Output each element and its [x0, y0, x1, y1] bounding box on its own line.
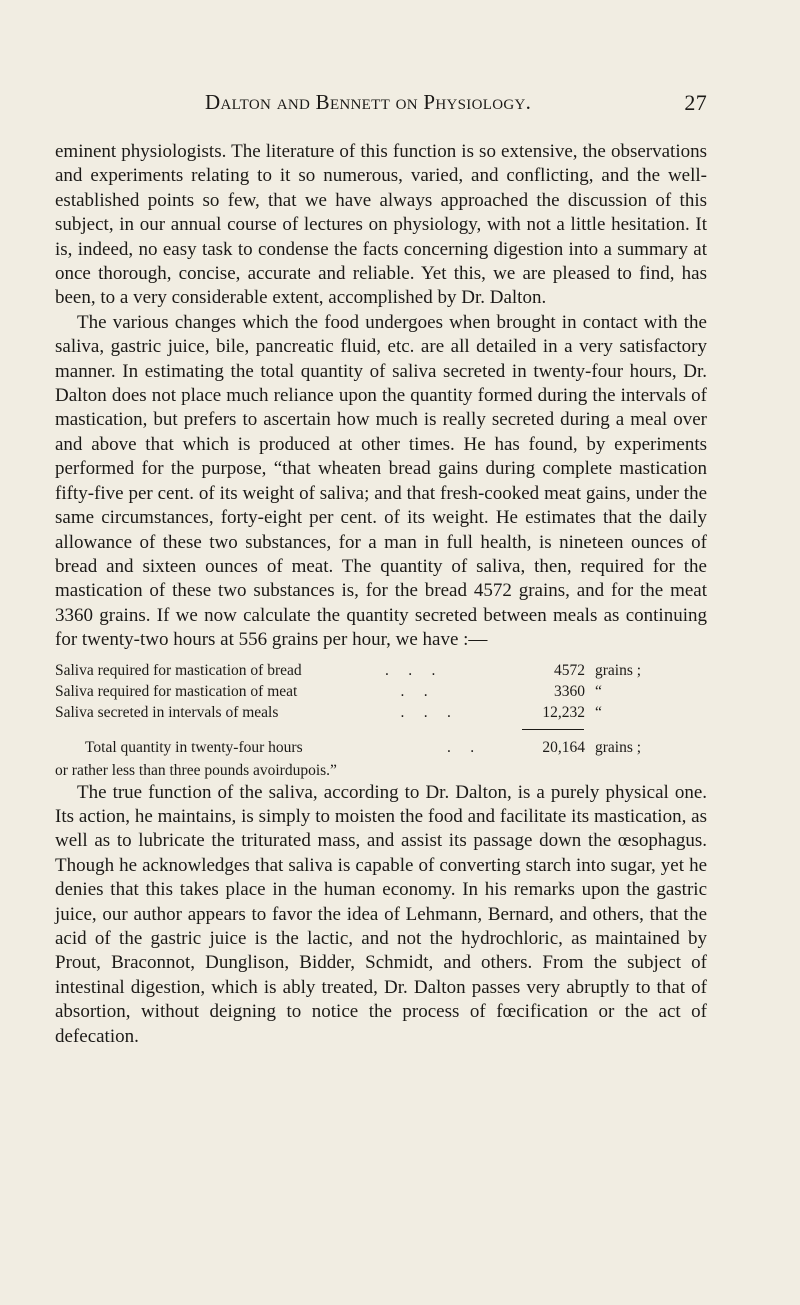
paragraph-opening: eminent physiologists. The literature of this function is so extensive, the observations and experiments relating to it so numerous, varied, and conflicting, and the well-established points so few, that we have always approached the discussion of this subject, in our annual course of lectures on physiology, with not a little hesitation. It is, indeed, no easy task to condense the facts concerning digestion into a summary at once thorough, concise, accurate and reliable. Yet this, we are pleased to find, has been, to a very considerable extent, accomplished by Dr. Dalton.	[55, 141, 707, 309]
quote-continuation: or rather less than three pounds avoirdupois.”	[55, 761, 337, 779]
sum-rule	[55, 723, 707, 737]
table-row-label: Saliva secreted in intervals of meals	[55, 703, 279, 721]
table-total-row	[55, 737, 707, 758]
table-row-label: Saliva required for mastication of bread	[55, 661, 302, 679]
table-row-value: 3360	[554, 682, 585, 700]
paragraph-saliva-quantity: The various changes which the food undergoes when brought in contact with the saliva, gastric juice, bile, pancreatic fluid, etc. are all detailed in a very satisfactory manner. In estimating the total quantity of saliva secreted in twenty-four hours, Dr. Dalton does not place much reliance upon the quantity formed during the intervals of mastication, but prefers to ascertain how much is really secreted during a meal over and above that which is produced at other times. He has found, by experiments performed for the purpose, “that wheaten bread gains during complete mastication fifty-five per cent. of its weight of saliva; and that fresh-cooked meat gains, under the same circumstances, forty-eight per cent. of its weight. He estimates that the daily allowance of these two substances, for a man in full health, is nineteen ounces of bread and sixteen ounces of meat. The quantity of saliva, then, required for the mastication of these two substances is, for the bread 4572 grains, and for the meat 3360 grains. If we now calculate the quantity secreted between meals as continuing for twenty-two hours at 556 grains per hour, we have :—	[55, 311, 707, 651]
table-row-unit: “	[595, 703, 602, 721]
table-total-value: 20,164	[542, 738, 585, 756]
table-row-value: 12,232	[542, 703, 585, 721]
saliva-table	[55, 660, 707, 758]
table-row-leader: . . .	[385, 703, 451, 721]
table-row-unit: grains ;	[595, 661, 642, 679]
table-row-leader: . . .	[385, 661, 436, 679]
table-row	[55, 702, 707, 723]
table-total-unit: grains ;	[595, 738, 642, 756]
body-text	[55, 140, 707, 1049]
table-row-unit: “	[595, 682, 602, 700]
running-head	[55, 90, 707, 120]
page-number: 27	[684, 90, 707, 115]
table-total-leader: . .	[447, 738, 475, 756]
sum-rule-line	[522, 729, 584, 730]
paragraph-saliva-function: The true function of the saliva, according to Dr. Dalton, is a purely physical one. Its action, he maintains, is simply to moisten the food and facilitate its mastication, as well as to lubricate the triturated mass, and assist its passage down the œsophagus. Though he acknowledges that saliva is capable of converting starch into sugar, yet he denies that this takes place in the human economy. In his remarks upon the gastric juice, our author appears to favor the idea of Lehmann, Bernard, and others, that the acid of the gastric juice is the lactic, and not the hydrochloric, as maintained by Prout, Braconnot, Dunglison, Bidder, Schmidt, and others. From the subject of intestinal digestion, which is ably treated, Dr. Dalton passes very abruptly to that of absortion, without deigning to notice the process of fœcification or the act of defecation.	[55, 781, 707, 1047]
running-head-title: Dalton and Bennett on Physiology.	[205, 90, 532, 114]
table-row-value: 4572	[554, 661, 585, 679]
table-row-label: Saliva required for mastication of meat	[55, 682, 298, 700]
table-row	[55, 660, 707, 681]
table-row-leader: . .	[385, 682, 428, 700]
table-total-label: Total quantity in twenty-four hours	[85, 738, 303, 756]
table-row	[55, 681, 707, 702]
